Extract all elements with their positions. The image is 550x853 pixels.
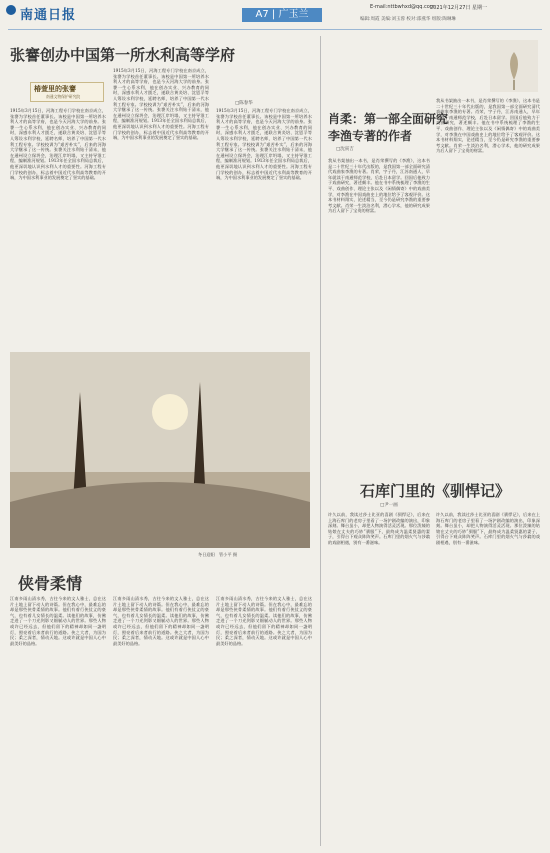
staff-credits: 编辑:周霞 美编:刘玉蓉 校对:邵燕华 组版:陶琳琳 <box>360 17 456 22</box>
article1-byline: □陈春华 <box>235 101 253 106</box>
article1-body-col2: 1915年3月15日，河海工程专门学校在南京成立，张謇为学校首任董事长。该校是中国第一所培养水利人才的高等学府，也是今天河海大学的前身。张謇一生心系水利，他在创办实业、兴办教育的同时，深感水利人才匮乏，遂联合黄炎培、沈恩孚等人筹设水利学校，延聘名师，培养了中国第一代水利工程专家。学校校训为“艰苦朴实”，后来的河海大学继承了这一传统。张謇关注水利始于清末，他在通州设立保坍会，治理江岸坍塌，又主持导淮工程，编制淮河规划。1913年任全国水利局总裁后，他更深切地认识到水利人才的重要性。河海工程专门学校的创办，标志着中国近代水利高等教育的开端，为中国水利事业的发展奠定了坚实的基础。 <box>113 68 209 141</box>
magnolia-icon <box>490 40 538 92</box>
column-divider <box>320 36 321 846</box>
article1-body-col3: 1915年3月15日，河海工程专门学校在南京成立，张謇为学校首任董事长。该校是中国第一所培养水利人才的高等学府，也是今天河海大学的前身。张謇一生心系水利，他在创办实业、兴办教育的同时，深感水利人才匮乏，遂联合黄炎培、沈恩孚等人筹设水利学校，延聘名师，培养了中国第一代水利工程专家。学校校训为“艰苦朴实”，后来的河海大学继承了这一传统。张謇关注水利始于清末，他在通州设立保坍会，治理江岸坍塌，又主持导淮工程，编制淮河规划。1913年任全国水利局总裁后，他更深切地认识到水利人才的重要性。河海工程专门学校的创办，标志着中国近代水利高等教育的开端，为中国水利事业的发展奠定了坚实的基础。 <box>216 108 312 181</box>
article1-body-col1: 1915年3月15日，河海工程专门学校在南京成立，张謇为学校首任董事长。该校是中国第一所培养水利人才的高等学府，也是今天河海大学的前身。张謇一生心系水利，他在创办实业、兴办教育的同时，深感水利人才匮乏，遂联合黄炎培、沈恩孚等人筹设水利学校，延聘名师，培养了中国第一代水利工程专家。学校校训为“艰苦朴实”，后来的河海大学继承了这一传统。张謇关注水利始于清末，他在通州设立保坍会，治理江岸坍塌，又主持导淮工程，编制淮河规划。1913年任全国水利局总裁后，他更深切地认识到水利人才的重要性。河海工程专门学校的创办，标志着中国近代水利高等教育的开端，为中国水利事业的发展奠定了坚实的基础。 <box>10 108 106 181</box>
column-kicker-subtitle: 南通文物保护研究院 <box>46 94 81 99</box>
article3-headline: 侠骨柔情 <box>18 574 83 593</box>
column-logo-box <box>490 40 538 92</box>
winter-sun-photo-graphic <box>10 352 310 548</box>
masthead-divider <box>8 29 542 30</box>
article4-byline: □尹一画 <box>380 503 398 508</box>
newspaper-logo: 南通日报 <box>20 8 77 23</box>
article4-headline: 石库门里的《驯悍记》 <box>360 482 511 500</box>
article2-body-col1: 我从书架抽出一本书，是肖荣撰写的《李渔》，这本书是二十世纪三十年代出版的，是我国第一部全面研究清代戏曲家李渔的专著。肖荣，字子丹，江苏南通人，早年就读于南通师范学校，后赴日本留学。回国后他致力于戏曲研究，著述颇丰。他在书中系统梳理了李渔的生平、戏曲创作、理论主张以及《闲情偶寄》中的戏曲美学，对李渔在中国戏曲史上的地位给予了客观评价。这本书材料翔实，论述精当，至今仍是研究李渔的重要参考文献。肖荣一生淡泊名利，潜心学术，他的研究成果为后人留下了宝贵的财富。 <box>328 158 430 214</box>
issue-date: 2021年12月27日 星期一 <box>430 5 488 11</box>
article3-body-col2: 江南多雨山清水秀，古往今来的文人雅士，总在这片土地上留下动人的诗篇。但在我心中，最难忘的却是那些侠骨柔情的故事。他们有着行侠仗义的豪气，也有着儿女情长的温柔。读他们的故事，仿佛走进了一个刀光剑影又细腻动人的世界。那些人物或许已经远去，但他们留下的精神却如同一盏明灯，照亮着后来者前行的道路。侠之大者，为国为民；柔之深者，情动天地。这或许就是中国人心中最美好的品格。 <box>113 596 209 646</box>
article2-body-col2: 我从书架抽出一本书，是肖荣撰写的《李渔》，这本书是二十世纪三十年代出版的，是我国第一部全面研究清代戏曲家李渔的专著。肖荣，字子丹，江苏南通人，早年就读于南通师范学校，后赴日本留学。回国后他致力于戏曲研究，著述颇丰。他在书中系统梳理了李渔的生平、戏曲创作、理论主张以及《闲情偶寄》中的戏曲美学，对李渔在中国戏曲史上的地位给予了客观评价。这本书材料翔实，论述精当，至今仍是研究李渔的重要参考文献。肖荣一生淡泊名利，潜心学术，他的研究成果为后人留下了宝贵的财富。 <box>436 98 540 154</box>
article1-headline: 张謇创办中国第一所水利高等学府 <box>10 46 236 64</box>
article2-headline: 肖柔：第一部全面研究李渔专著的作者 <box>328 112 449 143</box>
article3-body-col3: 江南多雨山清水秀，古往今来的文人雅士，总在这片土地上留下动人的诗篇。但在我心中，最难忘的却是那些侠骨柔情的故事。他们有着行侠仗义的豪气，也有着儿女情长的温柔。读他们的故事，仿佛走进了一个刀光剑影又细腻动人的世界。那些人物或许已经远去，但他们留下的精神却如同一盏明灯，照亮着后来者前行的道路。侠之大者，为国为民；柔之深者，情动天地。这或许就是中国人心中最美好的品格。 <box>216 596 312 646</box>
page-section-label: A7 | 广玉兰 <box>242 8 322 22</box>
article3-body-col1: 江南多雨山清水秀，古往今来的文人雅士，总在这片土地上留下动人的诗篇。但在我心中，最难忘的却是那些侠骨柔情的故事。他们有着行侠仗义的豪气，也有着儿女情长的温柔。读他们的故事，仿佛走进了一个刀光剑影又细腻动人的世界。那些人物或许已经远去，但他们留下的精神却如同一盏明灯，照亮着后来者前行的道路。侠之大者，为国为民；柔之深者，情动天地。这或许就是中国人心中最美好的品格。 <box>10 596 106 646</box>
newspaper-logo-icon <box>6 5 16 15</box>
photo-caption: 冬日迎阳 管小平 摄 <box>198 552 238 557</box>
article4-body-col1: 许久以前，我读过莎士比亚的喜剧《驯悍记》，后来在上海石库门的老房子里看了一场沪剧改编的演出，印象深刻。舞台虽小，却把人物演得活灵活现。那位泼辣的姑娘在丈夫的巧妙“驯服”下，最终成为温柔贤惠的妻子，引得台下观众阵阵笑声。石库门里的烟火气与莎翁的戏剧相遇，别有一番滋味。 <box>328 512 430 545</box>
contact-email: E-mail:nttbwhxd@qq.com <box>370 4 435 10</box>
article2-byline: □沈寅吉 <box>336 147 354 152</box>
column-kicker-title: 椿萱里的张謇 <box>34 84 76 93</box>
article4-body-col2: 许久以前，我读过莎士比亚的喜剧《驯悍记》，后来在上海石库门的老房子里看了一场沪剧改编的演出，印象深刻。舞台虽小，却把人物演得活灵活现。那位泼辣的姑娘在丈夫的巧妙“驯服”下，最终成为温柔贤惠的妻子，引得台下观众阵阵笑声。石库门里的烟火气与莎翁的戏剧相遇，别有一番滋味。 <box>436 512 540 545</box>
winter-sun-photo <box>10 352 310 548</box>
